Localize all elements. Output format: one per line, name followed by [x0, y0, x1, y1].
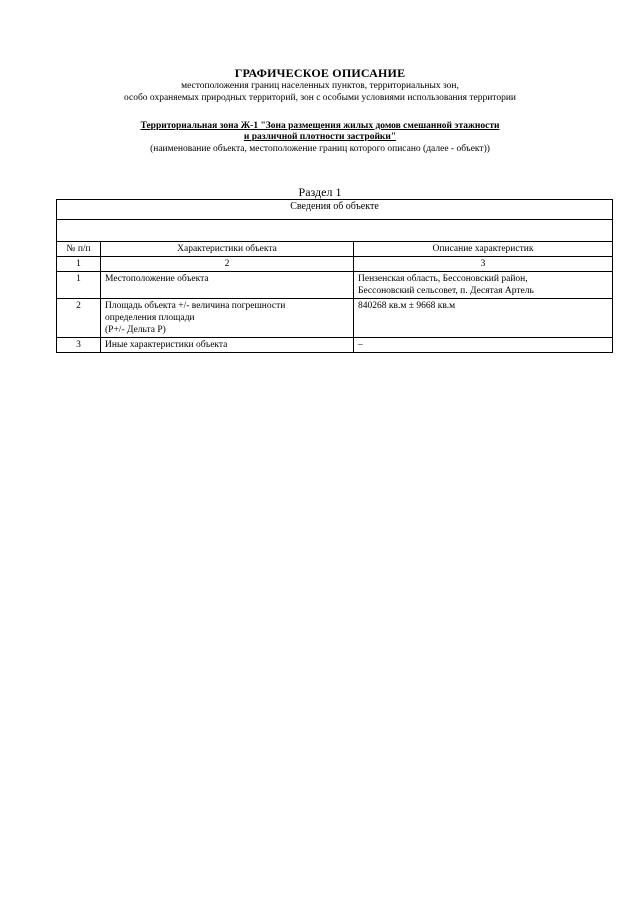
object-name-line2: и различной плотности застройки"	[243, 132, 397, 142]
object-name-line1: Территориальная зона Ж-1 "Зона размещения жилых домов смешанной этажности	[140, 121, 500, 131]
table-column-numbers	[57, 257, 613, 272]
row-description	[354, 272, 613, 299]
row-characteristic-line: Площадь объекта +/- величина погрешности	[105, 301, 286, 311]
row-characteristic	[101, 272, 354, 299]
row-characteristic	[101, 338, 354, 353]
row-characteristic-line: (P+/- Дельта P)	[105, 325, 166, 335]
table-column-headers	[57, 242, 613, 257]
column-number-3: 3	[354, 257, 613, 272]
row-characteristic-line: Местоположение объекта	[105, 274, 209, 284]
row-number: 1	[57, 272, 101, 299]
column-header-number: № п/п	[57, 242, 101, 257]
column-header-description: Описание характеристик	[354, 242, 613, 257]
row-characteristic-line: определения площади	[105, 313, 195, 323]
section-title: Раздел 1	[298, 185, 342, 199]
row-number: 3	[57, 338, 101, 353]
row-characteristic-line: Иные характеристики объекта	[105, 340, 228, 350]
table-empty-row	[57, 220, 613, 242]
table-caption: Сведения об объекте	[57, 200, 613, 220]
document-subtitle-line1: местоположения границ населенных пунктов, территориальных зон,	[181, 81, 459, 91]
row-description-line: Пензенская область, Бессоновский район,	[358, 274, 528, 284]
column-header-characteristic: Характеристики объекта	[101, 242, 354, 257]
table-row	[57, 338, 613, 353]
column-number-1: 1	[57, 257, 101, 272]
column-number-2: 2	[101, 257, 354, 272]
row-description-line: 840268 кв.м ± 9668 кв.м	[358, 301, 456, 311]
row-characteristic	[101, 299, 354, 338]
document-subtitle-line2: особо охраняемых природных территорий, зон с особыми условиями использования территории	[124, 93, 516, 103]
row-description	[354, 338, 613, 353]
row-description-line: –	[358, 340, 363, 350]
row-number: 2	[57, 299, 101, 338]
table-caption-row	[57, 200, 613, 220]
object-note: (наименование объекта, местоположение границ которого описано (далее - объект))	[150, 144, 490, 154]
row-description	[354, 299, 613, 338]
document-title: ГРАФИЧЕСКОЕ ОПИСАНИЕ	[234, 66, 406, 80]
object-info-table	[56, 199, 613, 353]
table-row	[57, 299, 613, 338]
table-row	[57, 272, 613, 299]
row-description-line: Бессоновский сельсовет, п. Десятая Артель	[358, 286, 534, 296]
